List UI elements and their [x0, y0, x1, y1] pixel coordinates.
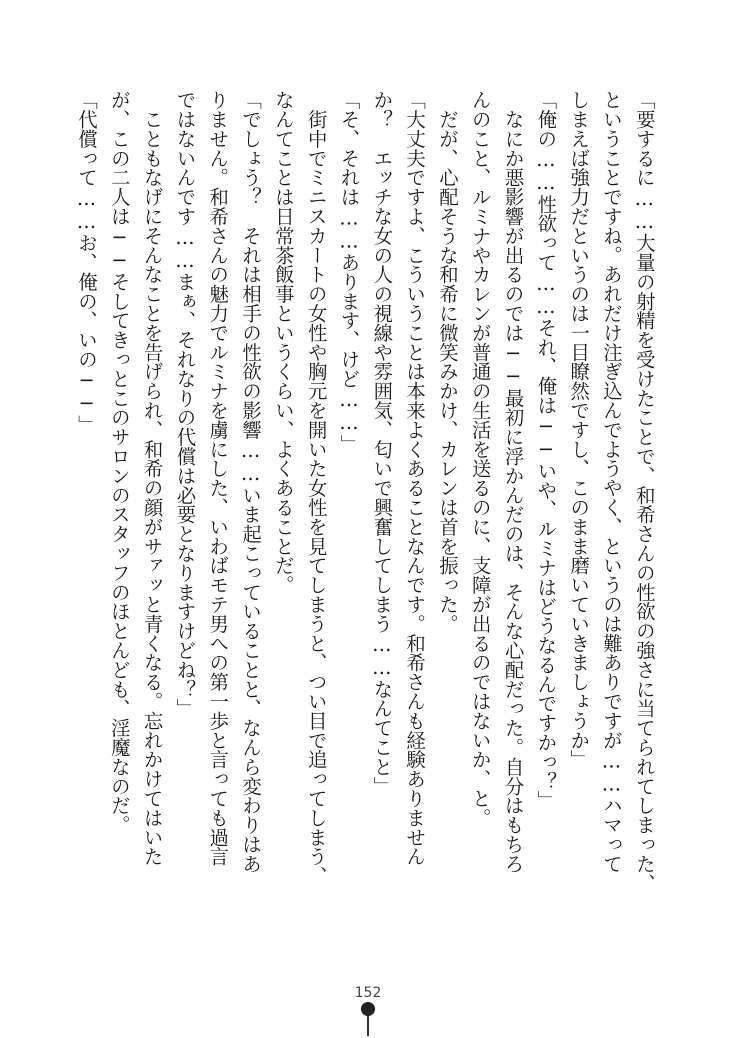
- text-column: んのこと、ルミナやカレンが普通の生活を送るのに、支障が出るのではないか、と。: [468, 90, 492, 828]
- page-number: 152: [354, 985, 382, 1001]
- text-column: こともなげにそんなことを告げられ、和希の顔がサァッと青くなる。忘れかけてはいた: [140, 90, 164, 866]
- text-column: りません。和希さんの魅力でルミナを虜にした、いわばモテ男への第一歩と言っても過言: [206, 90, 230, 866]
- text-column: なんてことは日常茶飯事というくらい、よくあることだ。: [271, 90, 295, 595]
- text-column: 「そ、それは……あります、けど……」: [337, 90, 361, 454]
- text-column: ではないんです……まぁ、それなりの代償は必要となりますけどね？」: [173, 90, 197, 718]
- text-column: だが、心配そうな和希に微笑みかけ、カレンは首を振った。: [435, 90, 459, 634]
- text-column: 「大丈夫ですよ、こういうことは本来よくあることなんです。和希さんも経験ありません: [403, 90, 427, 866]
- text-column: 街中でミニスカートの女性や胸元を開いた女性を見てしまうと、つい目で追ってしまう、: [304, 90, 328, 886]
- text-column: ということですね。あれだけ注ぎ込んでようやく、というのは難ありですが……ハマって: [600, 90, 623, 874]
- text-column: が、この二人は──そしてきっとこのサロンのスタッフのほとんども、淫魔なのだ。: [107, 90, 131, 835]
- text-column: 「でしょう？ それは相手の性欲の影響……いま起こっていることと、なんら変わりはあ: [239, 90, 263, 874]
- text-column: なにか悪影響が出るのでは──最初に浮かんだのは、そんな心配だった。自分はもちろ: [501, 90, 525, 874]
- text-column: か？ エッチな女の人の視線や雰囲気、匂いで興奮してしまう……なんてこと」: [370, 90, 394, 796]
- vertical-text-block: [73, 90, 658, 900]
- text-column: 「要するに……大量の射精を受けたことで、和希さんの性欲の強さに当てられてしまった、: [632, 90, 656, 893]
- text-column: しまえば強力だというのは一目瞭然ですし、このまま磨いていきましょうか」: [567, 90, 591, 769]
- text-column: 「俺の……性欲って……それ、俺は──いや、ルミナはどうなるんですかっ？」: [534, 90, 558, 810]
- text-column: 「代償って……お、俺の、いの──」: [75, 90, 98, 435]
- page-ornament-dot: [361, 1002, 375, 1016]
